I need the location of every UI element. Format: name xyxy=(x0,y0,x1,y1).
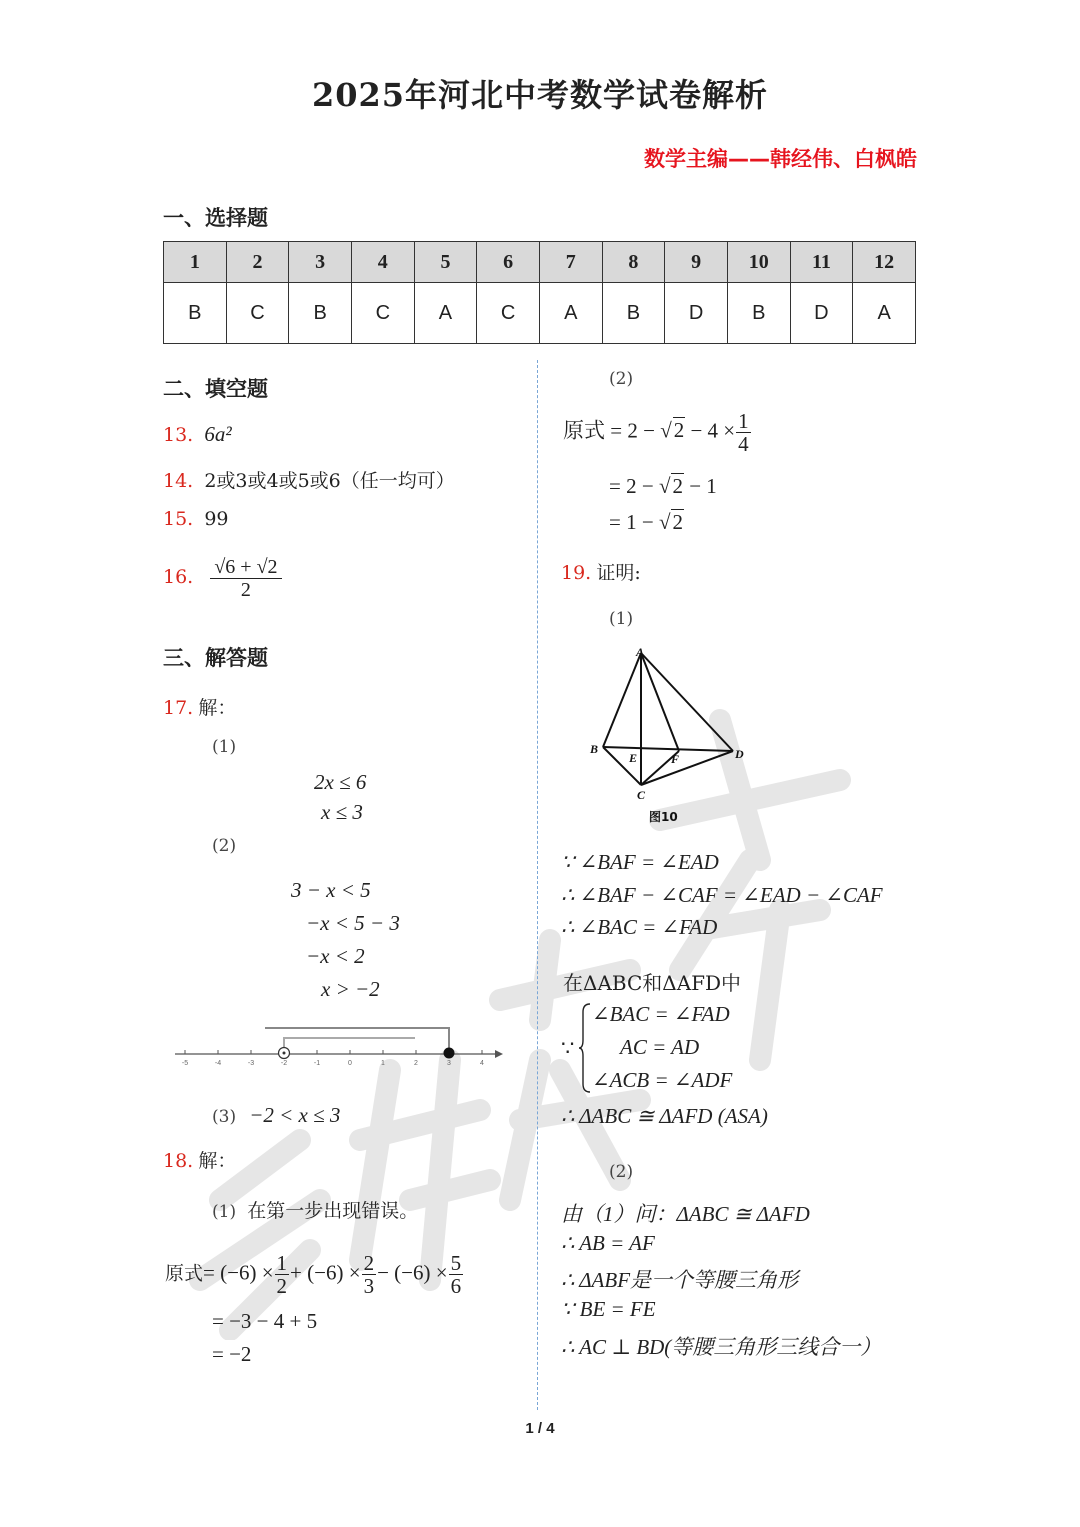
q18-part2-line2: = 2 − √2 − 1 xyxy=(609,474,717,498)
tick-label: -4 xyxy=(214,1060,222,1067)
math-line: = −3 − 4 + 5 xyxy=(212,1309,318,1333)
question-number-cell: 1 xyxy=(164,242,227,283)
answer-table xyxy=(163,241,916,344)
denominator: 4 xyxy=(738,432,749,456)
question-number: 14. xyxy=(163,470,194,492)
solution-label: 解： xyxy=(198,1150,237,1172)
answer-cell: A xyxy=(414,283,477,344)
part-label: (3) xyxy=(212,1107,237,1127)
radicand: 2 xyxy=(673,418,685,443)
answer-cell: C xyxy=(351,283,414,344)
question-number-cell: 10 xyxy=(727,242,790,283)
proof-step: ∵ ∠BAF = ∠EAD xyxy=(561,850,719,874)
denominator: 2 xyxy=(276,1274,288,1298)
radicand: 2 xyxy=(672,474,683,498)
arrow-right-icon xyxy=(495,1050,503,1058)
question-number-cell: 4 xyxy=(351,242,414,283)
fraction xyxy=(210,556,281,601)
proof-conclusion: ∴ ΔABC ≅ ΔAFD (ASA) xyxy=(561,1104,768,1128)
question-number-cell: 2 xyxy=(226,242,289,283)
question-number: 18. xyxy=(163,1150,194,1172)
answer-cell: B xyxy=(289,283,352,344)
tick-label: 0 xyxy=(348,1060,352,1067)
original-expression-label: 原式 xyxy=(165,1263,204,1285)
tick-label: 2 xyxy=(414,1060,418,1067)
fill-answer-13 xyxy=(163,422,232,447)
editor-credit: 数学主编——韩经伟、白枫皓 xyxy=(644,147,917,171)
numerator: 1 xyxy=(738,409,749,433)
answer-cell: A xyxy=(853,283,916,344)
condition-line: ∠ACB = ∠ADF xyxy=(592,1068,733,1092)
numerator: 2 xyxy=(363,1251,375,1275)
proof-label: 证明: xyxy=(596,562,641,584)
question-number-cell: 8 xyxy=(602,242,665,283)
q18-heading xyxy=(163,1146,236,1173)
tick-label: -5 xyxy=(181,1060,189,1067)
math-term: = 2 − xyxy=(609,474,659,498)
part-label: (1) xyxy=(212,1202,237,1222)
q17-heading xyxy=(163,693,236,720)
solution-bracket-upper xyxy=(265,1028,449,1052)
math-line: 3 − x < 5 xyxy=(291,878,371,902)
proof-step: ∴ ∠BAC = ∠FAD xyxy=(561,915,718,939)
proof-step: 由（1）问：ΔABC ≅ ΔAFD xyxy=(561,1202,810,1226)
part-label: (1) xyxy=(212,737,237,757)
q17-part3 xyxy=(212,1103,340,1128)
math-term: − 1 xyxy=(683,474,717,498)
left-brace xyxy=(578,1002,592,1094)
tick-label: 3 xyxy=(447,1060,451,1067)
solution-label: 解： xyxy=(198,697,237,719)
q18-part2-line1: 原式 = 2 − √2 − 4 × $\frac{1}{4}$ xyxy=(563,409,749,456)
answer-text: 2或3或4或5或6（任一均可） xyxy=(204,470,455,492)
numerator: 5 xyxy=(450,1251,462,1275)
q18-part2-line3: = 1 − √2 xyxy=(609,510,683,534)
proof-step: ∴ AB = AF xyxy=(561,1231,655,1255)
question-number-cell: 9 xyxy=(665,242,728,283)
question-number: 19. xyxy=(561,562,592,584)
page-title: 2025年河北中考数学试卷解析 xyxy=(311,76,769,114)
proof-step: ∴ ∠BAF − ∠CAF = ∠EAD − ∠CAF xyxy=(561,883,883,907)
number-line xyxy=(170,1020,510,1080)
fraction xyxy=(362,1252,377,1297)
because-symbol: ∵ xyxy=(561,1036,575,1060)
proof-step: ∴ AC ⊥ BD(等腰三角形三线合一） xyxy=(561,1335,882,1359)
denominator: 2 xyxy=(240,579,251,601)
denominator: 3 xyxy=(363,1274,375,1298)
q18-expression xyxy=(165,1252,464,1297)
tick-label: -1 xyxy=(313,1060,321,1067)
math-term: − 4 × xyxy=(685,418,736,443)
proof-step: ∴ ΔABF是一个等腰三角形 xyxy=(561,1268,799,1292)
math-term: = 1 − xyxy=(609,510,659,534)
part-label: (2) xyxy=(609,369,634,389)
math-line: −x < 5 − 3 xyxy=(306,911,400,935)
question-number: 15. xyxy=(163,508,194,530)
q18-part1 xyxy=(212,1196,418,1223)
question-number-cell: 3 xyxy=(289,242,352,283)
watermark xyxy=(160,640,860,1340)
question-number-cell: 5 xyxy=(414,242,477,283)
closed-point xyxy=(444,1048,455,1059)
part-label: (2) xyxy=(212,836,237,856)
question-number: 17. xyxy=(163,697,194,719)
denominator: 6 xyxy=(450,1274,462,1298)
vertex-label-d: D xyxy=(735,747,744,761)
question-number-cell: 11 xyxy=(790,242,853,283)
answer-table-header-row xyxy=(164,242,916,283)
answer-cell: C xyxy=(226,283,289,344)
page-number: 1 / 4 xyxy=(525,1420,555,1437)
answer-cell: B xyxy=(727,283,790,344)
math-line: = −2 xyxy=(212,1342,252,1366)
tick-label: 1 xyxy=(381,1060,385,1067)
numerator: 1 xyxy=(276,1251,288,1275)
tick-label: -3 xyxy=(247,1060,255,1067)
q19-heading xyxy=(561,558,641,585)
answer-table-row xyxy=(164,283,916,344)
question-number-cell: 6 xyxy=(477,242,540,283)
question-number: 16. xyxy=(163,566,194,588)
fraction xyxy=(736,410,751,455)
vertex-label-b: B xyxy=(590,742,599,756)
vertex-label-e: E xyxy=(629,751,638,765)
proof-step: 在ΔABC和ΔAFD中 xyxy=(563,971,742,995)
math-term: − (−6) × xyxy=(377,1260,448,1285)
fraction xyxy=(275,1252,290,1297)
math-term: + (−6) × xyxy=(290,1260,361,1285)
answer-text: 99 xyxy=(204,508,229,530)
answer-cell: D xyxy=(665,283,728,344)
math-line: x > −2 xyxy=(321,977,380,1001)
answer-cell: B xyxy=(164,283,227,344)
section-solve-heading: 三、解答题 xyxy=(163,646,268,670)
solution-bracket-lower xyxy=(284,1038,415,1050)
question-number-cell: 7 xyxy=(539,242,602,283)
condition-line: AC = AD xyxy=(620,1035,700,1059)
fraction xyxy=(449,1252,464,1297)
figure-caption: 图10 xyxy=(649,810,678,824)
column-divider xyxy=(537,360,538,1410)
tick-label: 4 xyxy=(480,1060,484,1067)
math-line: x ≤ 3 xyxy=(321,800,363,824)
geometry-figure xyxy=(585,643,755,828)
vertex-label-c: C xyxy=(637,788,646,802)
fill-answer-14 xyxy=(163,466,455,493)
math-line: −2 < x ≤ 3 xyxy=(249,1103,341,1127)
fill-answer-16 xyxy=(163,556,283,601)
part-text: 在第一步出现错误。 xyxy=(247,1200,419,1222)
question-number-cell: 12 xyxy=(853,242,916,283)
proof-step: ∵ BE = FE xyxy=(561,1297,656,1321)
math-term: 原式 = 2 − xyxy=(563,418,661,443)
tick-label: -2 xyxy=(280,1060,288,1067)
answer-text: 6a² xyxy=(204,422,232,446)
part-label: (1) xyxy=(609,609,634,629)
fill-answer-15 xyxy=(163,508,229,530)
part-label: (2) xyxy=(609,1162,634,1182)
answer-cell: C xyxy=(477,283,540,344)
answer-cell: D xyxy=(790,283,853,344)
numerator: √6 + √2 xyxy=(210,556,281,579)
vertex-label-a: A xyxy=(636,645,645,659)
math-line: 2x ≤ 6 xyxy=(314,770,367,794)
section-choice-heading: 一、选择题 xyxy=(163,206,268,230)
answer-cell: B xyxy=(602,283,665,344)
section-fill-heading: 二、填空题 xyxy=(163,377,268,401)
question-number: 13. xyxy=(163,424,194,446)
math-line: −x < 2 xyxy=(306,944,365,968)
condition-line: ∠BAC = ∠FAD xyxy=(592,1002,730,1026)
vertex-label-f: F xyxy=(671,752,680,766)
math-term: = (−6) × xyxy=(203,1260,274,1285)
radicand: 2 xyxy=(672,510,683,534)
answer-cell: A xyxy=(539,283,602,344)
